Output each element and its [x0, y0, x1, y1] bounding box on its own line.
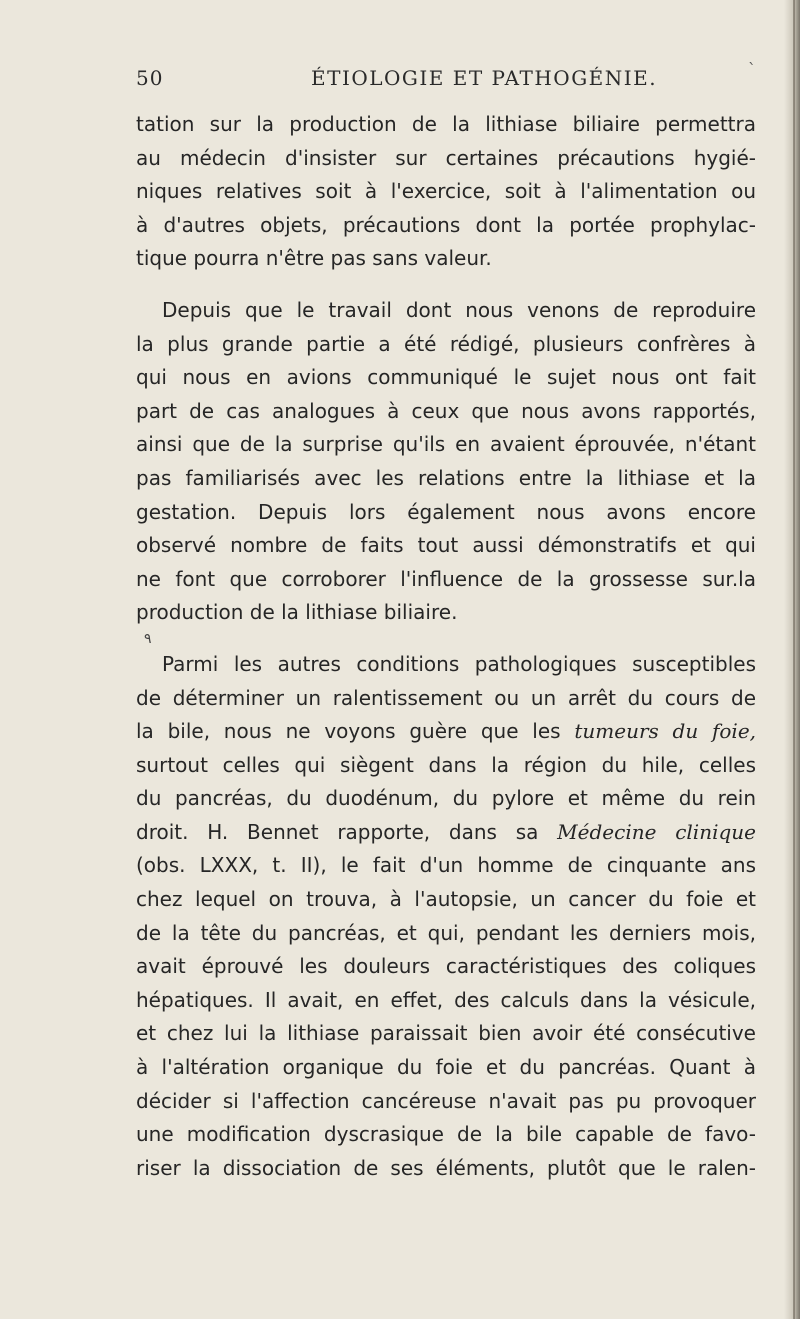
text-line: chez lequel on trouva, à l'autopsie, un cancer du foie et: [136, 887, 756, 912]
paragraph-2: [136, 294, 756, 630]
text-line: ne font que corroborer l'influence de la grossesse sur.la: [136, 566, 756, 591]
text-line: riser la dissociation de ses éléments, plutôt que le ralen-: [136, 1155, 756, 1180]
italic-phrase: Médecine clinique: [557, 819, 756, 844]
text-line: observé nombre de faits tout aussi démonstratifs et qui: [136, 533, 756, 558]
body-text: [136, 108, 756, 1185]
paragraph-1: [136, 108, 756, 276]
text-line: tation sur la production de la lithiase biliaire permettra: [136, 112, 756, 136]
page-number: 50: [136, 66, 164, 90]
text-line: et chez lui la lithiase paraissait bien avoir été consécutive: [136, 1021, 756, 1046]
text-line: hépatiques. Il avait, en effet, des calculs dans la vésicule,: [136, 987, 756, 1012]
text-line: Parmi les autres conditions pathologiques susceptibles: [162, 651, 756, 676]
page-edge-line: [793, 0, 795, 1319]
text-line: une modification dyscrasique de la bile capable de favo-: [136, 1122, 756, 1147]
text-line: à d'autres objets, précautions dont la portée prophylac-: [136, 212, 756, 237]
text-line: avait éprouvé les douleurs caractéristiques des coliques: [136, 954, 756, 979]
corner-mark: `: [748, 60, 756, 79]
text-line: de la tête du pancréas, et qui, pendant les derniers mois,: [136, 920, 756, 945]
text-line: [136, 816, 756, 850]
text-line: la plus grande partie a été rédigé, plusieurs confrères à: [136, 331, 756, 356]
text-segment: droit. H. Bennet rapporte, dans sa: [136, 819, 539, 844]
text-line: [136, 715, 756, 749]
text-line: part de cas analogues à ceux que nous avons rapportés,: [136, 398, 756, 423]
text-line: Depuis que le travail dont nous venons de reproduire: [162, 297, 756, 322]
text-line: tique pourra n'être pas sans valeur.: [136, 246, 492, 271]
running-title: ÉTIOLOGIE ET PATHOGÉNIE.: [311, 66, 658, 90]
text-line: surtout celles qui siègent dans la région du hile, celles: [136, 752, 756, 777]
text-line: qui nous en avions communiqué le sujet nous ont fait: [136, 365, 756, 390]
text-line: production de la lithiase biliaire.: [136, 600, 458, 625]
text-line: gestation. Depuis lors également nous avons encore: [136, 499, 756, 524]
text-line: (obs. LXXX, t. II), le fait d'un homme de cinquante ans: [136, 853, 756, 878]
text-line: décider si l'affection cancéreuse n'avait pas pu provoquer: [136, 1088, 756, 1113]
page-header: [136, 60, 756, 100]
stray-mark: ٩: [144, 630, 152, 647]
text-line: au médecin d'insister sur certaines précautions hygié-: [136, 145, 756, 170]
text-line: de déterminer un ralentissement ou un arrêt du cours de: [136, 685, 756, 710]
text-line: pas familiarisés avec les relations entre la lithiase et la: [136, 465, 756, 490]
paragraph-3: [136, 648, 756, 1186]
page-edge-shadow: [784, 0, 800, 1319]
text-line: du pancréas, du duodénum, du pylore et même du rein: [136, 786, 756, 811]
text-line: à l'altération organique du foie et du pancréas. Quant à: [136, 1055, 756, 1080]
text-line: niques relatives soit à l'exercice, soit à l'alimentation ou: [136, 179, 756, 204]
text-segment: la bile, nous ne voyons guère que les: [136, 719, 561, 744]
italic-phrase: tumeurs du foie,: [574, 719, 757, 744]
text-line: ainsi que de la surprise qu'ils en avaient éprouvée, n'étant: [136, 432, 756, 457]
